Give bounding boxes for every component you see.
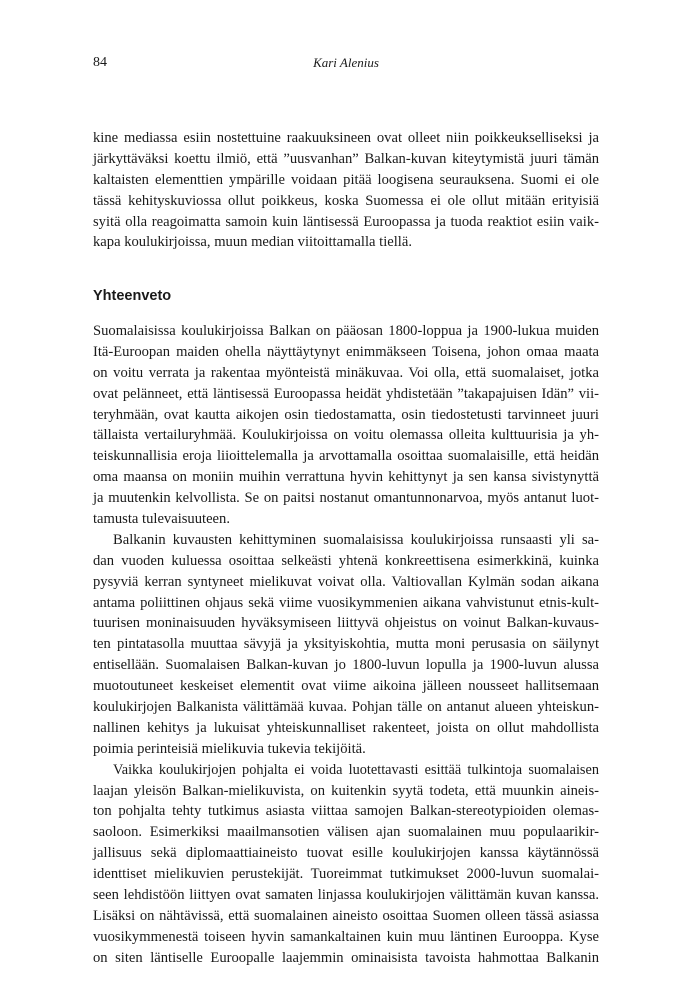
text-line: koulukirjojen Balkanista välittämää kuvaa. Pohjan tälle on antanut alueen yhteiskun- [93,699,599,716]
text-line: Itä-Euroopan maiden ohella näyttäytynyt enimmäkseen Toisena, johon omaa maata [93,343,599,360]
intro-paragraph [93,128,599,253]
text-line: kaltaisten elementtien ympärille voidaan pitää loogisena seurauksena. Suomi ei ole [93,171,599,188]
text-line: syitä olla reagoimatta samoin kuin läntisessä Euroopassa ja tuoda reaktiot esiin vaik- [93,213,599,230]
text-line: identtiset mielikuvien perustekijät. Tuoreimmat tutkimukset 2000-luvun suomalai- [93,866,599,883]
text-line: tamusta tulevaisuuteen. [93,511,230,528]
text-line: vuosikymmenestä toiseen hyvin samankaltainen kuin muu läntinen Eurooppa. Kyse [93,928,599,945]
text-line: jallisuus sekä diplomaattiaineisto tuovat esille koulukirjojen kanssa käytännössä [93,845,599,862]
text-line: nallinen kehitys ja lukuisat yhteiskunnalliset rakenteet, joista on ollut mahdollista [93,719,599,736]
body-text [93,321,599,969]
paragraph-summary-2 [93,530,599,760]
text-line: kine mediassa esiin nostettuine raakuuksineen ovat olleet niin poikkeukselliseksi ja [93,130,599,146]
text-line: ovat pelänneet, että läntisessä Euroopassa heidät yhdistetään ”takapajuisen Idän” vii- [93,385,599,402]
text-line: ja muutenkin kelvollista. Se on paitsi nostanut omantunnonarvoa, myös antanut luot- [93,490,599,507]
text-line: pysyviä kerran syntyneet mielikuvat voivat olla. Valtiovallan Kylmän sodan aikana [93,573,599,590]
running-head [93,53,599,73]
text-line: teiskunnallisia eroja liioittelemalla ja arvottamalla osoittaa suomalaisille, että heidän [93,448,599,465]
paragraph-summary-3 [93,760,599,969]
text-line: on siten läntiselle Euroopalle laajemmin ominaisista tavoista hahmottaa Balkanin [93,949,599,966]
page-number: 84 [93,55,107,70]
text-line: oma maansa on moniin muihin verrattuna hyvin kehittynyt ja sen kansa sivistynyttä [93,469,599,486]
text-line: muotoutuneet keskeiset elementit ovat viime aikoina jälleen nousseet hallitsemaan [93,678,599,695]
text-line: seen lehdistöön liittyen ovat samaten linjassa koulukirjojen välittämän kuvan kanssa. [93,887,599,904]
text-line: Lisäksi on nähtävissä, että suomalainen aineisto osoittaa Suomen olleen tässä asiassa [93,907,599,924]
text-line: ten pintatasolla muuttaa sävyjä ja yksityiskohtia, mutta moni perusasia on säilynyt [93,636,599,653]
text-line: tällaista vertailuryhmää. Koulukirjoissa on voitu olemassa olleita kulttuurisia ja yh- [93,427,599,444]
text-line: on voitu verrata ja rakentaa myönteistä minäkuvaa. Voi olla, että suomalaiset, jotka [93,364,599,381]
text-line: Vaikka koulukirjojen pohjalta ei voida luotettavasti esittää tulkintoja suomalaisen [113,761,599,778]
text-line: entisellään. Suomalaisen Balkan-kuvan jo 1800-luvun lopulla ja 1900-luvun alussa [93,657,599,674]
running-head-author: Kari Alenius [313,55,379,70]
text-line: tässä kehityskuviossa ollut poikkeus, koska Suomessa ei ole ollut mitään erityisiä [93,192,599,209]
text-line: tuurisen moninaisuuden hyväksymiseen liittyvä ohjeistus on voinut Balkan-kuvaus- [93,615,599,632]
text-line: Suomalaisissa koulukirjoissa Balkan on pääosan 1800-loppua ja 1900-lukua muiden [93,323,599,339]
text-line: järkyttäväksi koettu ilmiö, että ”uusvanhan” Balkan-kuvan kiteytymistä juuri tämän [93,150,599,167]
text-line: ton pohjalta tehty tutkimus asiasta viittaa samojen Balkan-stereotypioiden olemas- [93,803,599,820]
text-line: Balkanin kuvausten kehittyminen suomalaisissa koulukirjoissa runsaasti yli sa- [113,531,599,548]
text-line: kapa koulukirjoissa, muun median viitoittamalla tiellä. [93,234,412,251]
text-line: poimia perinteisiä mielikuvia tukevia tekijöitä. [93,740,366,757]
text-line: antama poliittinen ohjaus sekä viime vuosikymmenien aikana vahvistunut etnis-kult- [93,594,599,611]
text-line: laajan yleisön Balkan-mielikuvista, on kuitenkin syytä todeta, että muunkin aineis- [93,782,599,799]
text-line: dan vuoden kuluessa osoittaa selkeästi yhtenä konkreettisena esimerkkinä, kuinka [93,552,599,569]
text-line: saoloon. Esimerkiksi maailmansotien välisen ajan suomalainen muu populaarikir- [93,824,599,841]
text-line: teryhmään, ovat kautta aikojen osin tiedostamatta, osin tiedostetusti tarvinneet juuri [93,406,599,423]
section-heading: Yhteenveto [93,288,172,304]
paragraph-summary-1 [93,321,599,530]
